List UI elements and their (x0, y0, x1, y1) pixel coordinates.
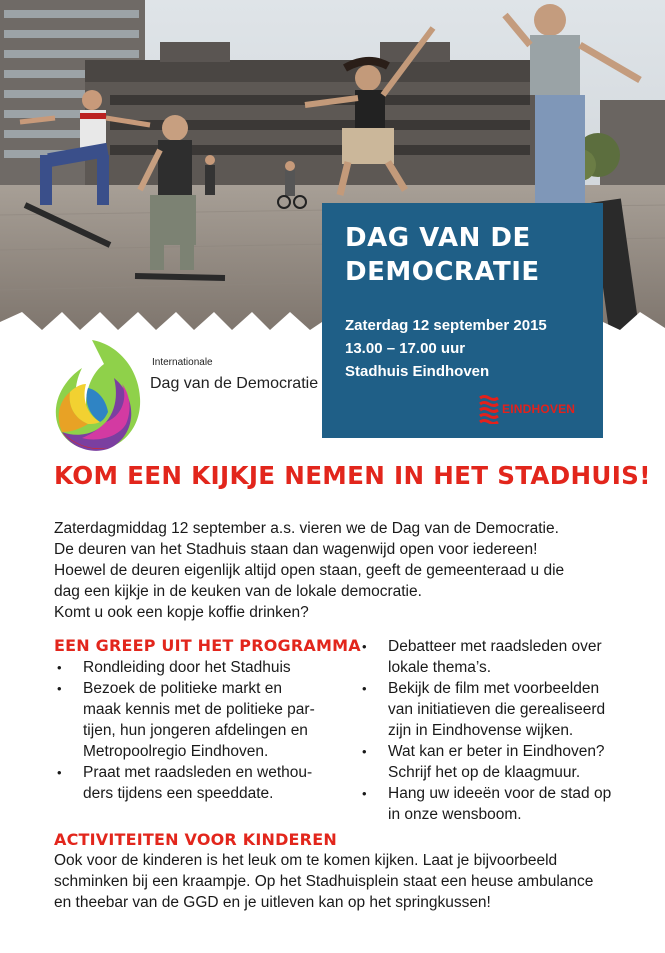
main-heading: KOM EEN KIJKJE NEMEN IN HET STADHUIS! (54, 461, 651, 490)
kids-line: schminken bij een kraampje. Op het Stadhuisplein staat een heuse ambulance (54, 873, 594, 890)
kids-heading: ACTIVITEITEN VOOR KINDEREN (54, 830, 337, 849)
rainbow-flame-logo-icon (52, 338, 144, 454)
event-date: Zaterdag 12 september 2015 (345, 317, 547, 334)
event-place: Stadhuis Eindhoven (345, 363, 490, 380)
program-heading: EEN GREEP UIT HET PROGRAMMA (54, 636, 361, 655)
list-item: • Praat met raadsleden en wethou- ders tijdens een speeddate. (54, 762, 354, 804)
eindhoven-logo (479, 394, 575, 424)
list-item: • Bekijk de film met voorbeelden van initiatieven die gerealiseerd zijn in Eindhovense wijken. (359, 678, 649, 741)
program-list-left (54, 657, 354, 804)
event-title-line1: DAG VAN DE (345, 223, 531, 253)
event-title (345, 221, 595, 289)
list-item: • Rondleiding door het Stadhuis (54, 657, 354, 678)
kids-line: en theebar van de GGD en je uitleven kan op het springkussen! (54, 894, 491, 911)
intro-line: dag een kijkje in de keuken van de lokale democratie. (54, 583, 422, 600)
eindhoven-logo-text: EINDHOVEN (502, 402, 576, 416)
intro-line: De deuren van het Stadhuis staan dan wagenwijd open voor iedereen! (54, 541, 538, 558)
intro-line: Hoewel de deuren eigenlijk altijd open staan, geeft de gemeenteraad u die (54, 562, 565, 579)
intro-line: Komt u ook een kopje koffie drinken? (54, 604, 309, 621)
logo-subtitle: Internationale (152, 357, 213, 368)
list-item: • Bezoek de politieke markt en maak kennis met de politieke par- tijen, hun jongeren afdelingen en Metropoolregio Eindhoven. (54, 678, 354, 762)
list-item: • Wat kan er beter in Eindhoven? Schrijf het op de klaagmuur. (359, 741, 649, 783)
event-title-line2: DEMOCRATIE (345, 257, 540, 287)
eindhoven-waves-icon (479, 394, 499, 424)
list-item: • Debatteer met raadsleden over lokale thema’s. (359, 636, 649, 678)
kids-line: Ook voor de kinderen is het leuk om te komen kijken. Laat je bijvoorbeeld (54, 852, 558, 869)
program-list-right (359, 636, 649, 825)
event-info-box (322, 203, 603, 438)
intro-line: Zaterdagmiddag 12 september a.s. vieren we de Dag van de Democratie. (54, 520, 559, 537)
kids-paragraph (54, 850, 654, 913)
list-item: • Hang uw ideeën voor de stad op in onze wensboom. (359, 783, 649, 825)
intro-paragraph (54, 518, 634, 623)
democracy-logo (52, 338, 144, 459)
logo-title: Dag van de Democratie (150, 375, 319, 392)
event-time: 13.00 – 17.00 uur (345, 340, 466, 357)
